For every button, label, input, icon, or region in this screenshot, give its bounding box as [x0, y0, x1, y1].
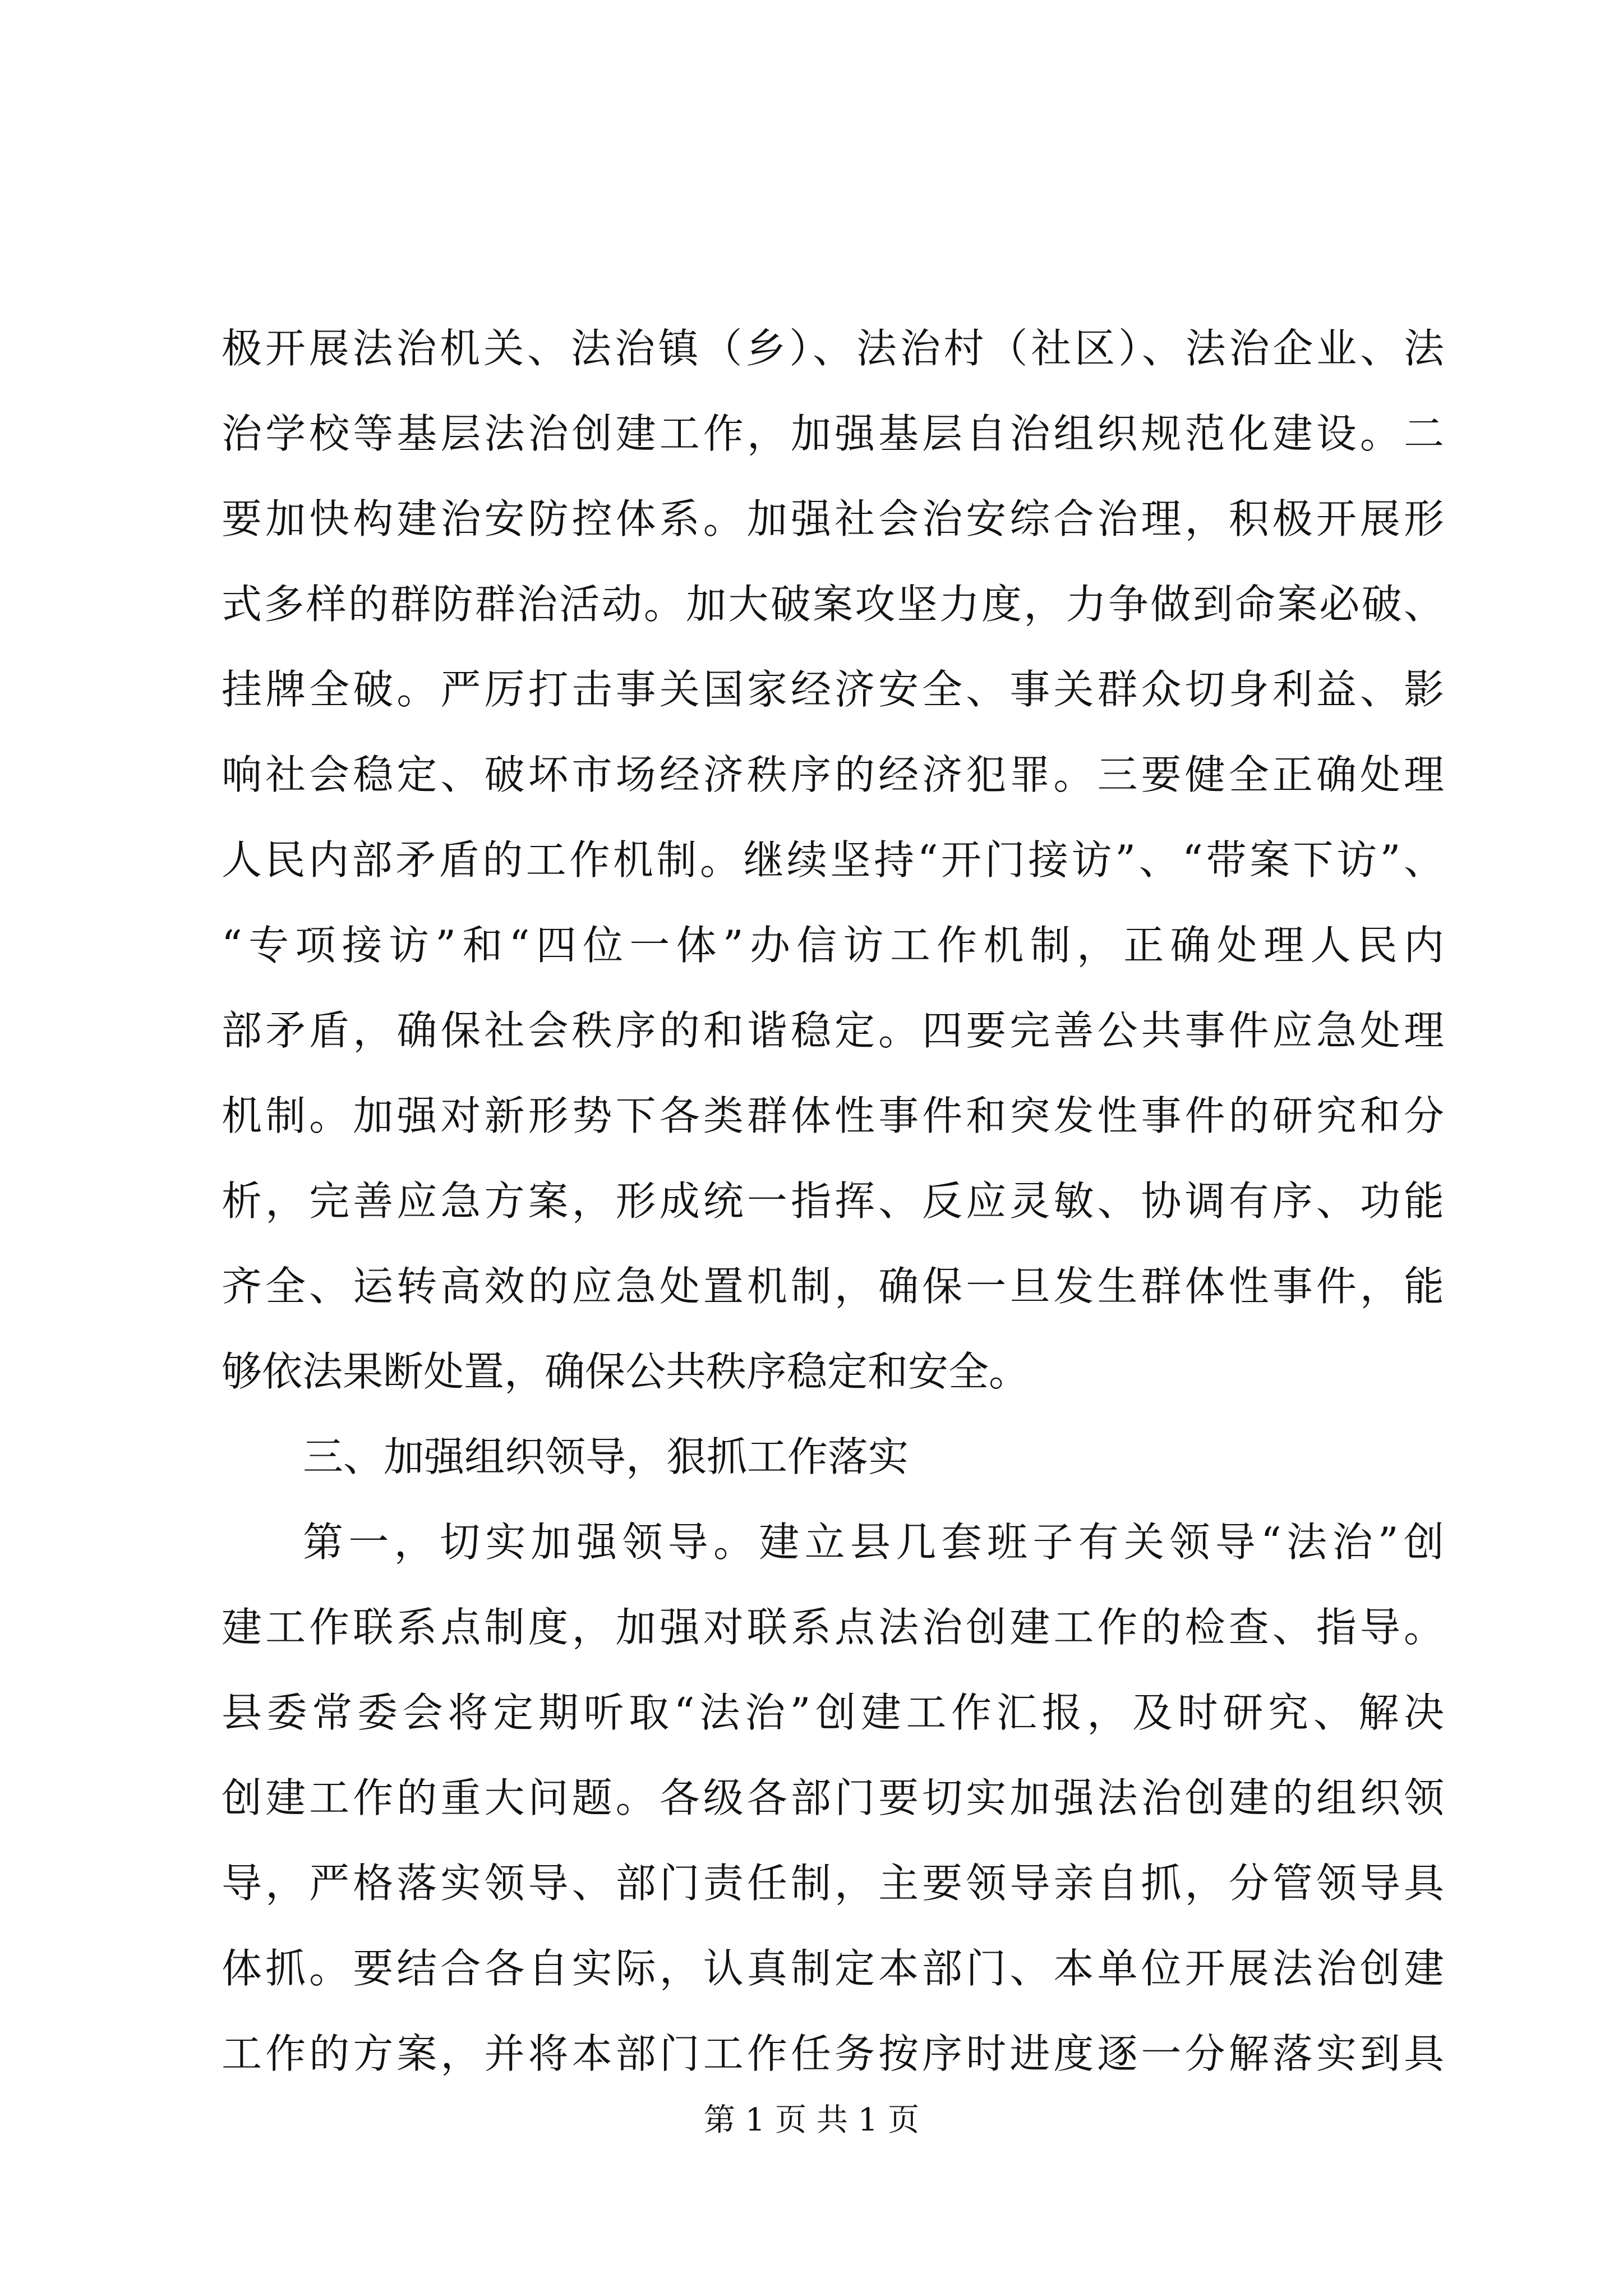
- paragraph-start-line: 第一，切实加强领导。建立县几套班子有关领导“法治”创: [303, 1519, 1444, 1566]
- text-line: 导，严格落实领导、部门责任制，主要领导亲自抓，分管领导具: [222, 1860, 1444, 1907]
- text-line: 挂牌全破。严厉打击事关国家经济安全、事关群众切身利益、影: [222, 666, 1444, 713]
- body-text: [222, 306, 1444, 2096]
- text-line: 工作的方案，并将本部门工作任务按序时进度逐一分解落实到具: [222, 2030, 1444, 2077]
- text-line: “专项接访”和“四位一体”办信访工作机制，正确处理人民内: [222, 922, 1444, 969]
- text-line: 式多样的群防群治活动。加大破案攻坚力度，力争做到命案必破、: [222, 581, 1444, 628]
- text-line: 县委常委会将定期听取“法治”创建工作汇报，及时研究、解决: [222, 1689, 1444, 1736]
- text-line: 极开展法治机关、法治镇（乡）、法治村（社区）、法治企业、法: [222, 325, 1444, 372]
- text-line: 机制。加强对新形势下各类群体性事件和突发性事件的研究和分: [222, 1092, 1444, 1139]
- text-line: 创建工作的重大问题。各级各部门要切实加强法治创建的组织领: [222, 1774, 1444, 1821]
- text-line: 体抓。要结合各自实际，认真制定本部门、本单位开展法治创建: [222, 1945, 1444, 1992]
- text-line: 齐全、运转高效的应急处置机制，确保一旦发生群体性事件，能: [222, 1263, 1444, 1310]
- section-heading: 三、加强组织领导，狠抓工作落实: [303, 1433, 909, 1480]
- text-line: 治学校等基层法治创建工作，加强基层自治组织规范化建设。二: [222, 410, 1444, 457]
- page-footer: [0, 2098, 1623, 2143]
- text-line: 部矛盾，确保社会秩序的和谐稳定。四要完善公共事件应急处理: [222, 1007, 1444, 1054]
- text-line: 要加快构建治安防控体系。加强社会治安综合治理，积极开展形: [222, 495, 1444, 542]
- page-indicator: 第 1 页 共 1 页: [703, 2102, 920, 2138]
- text-line: 响社会稳定、破坏市场经济秩序的经济犯罪。三要健全正确处理: [222, 751, 1444, 798]
- text-line: 析，完善应急方案，形成统一指挥、反应灵敏、协调有序、功能: [222, 1177, 1444, 1225]
- text-line: 人民内部矛盾的工作机制。继续坚持“开门接访”、“带案下访”、: [222, 836, 1444, 884]
- text-line: 建工作联系点制度，加强对联系点法治创建工作的检查、指导。: [222, 1604, 1444, 1651]
- text-line: 够依法果断处置，确保公共秩序稳定和安全。: [222, 1348, 1030, 1395]
